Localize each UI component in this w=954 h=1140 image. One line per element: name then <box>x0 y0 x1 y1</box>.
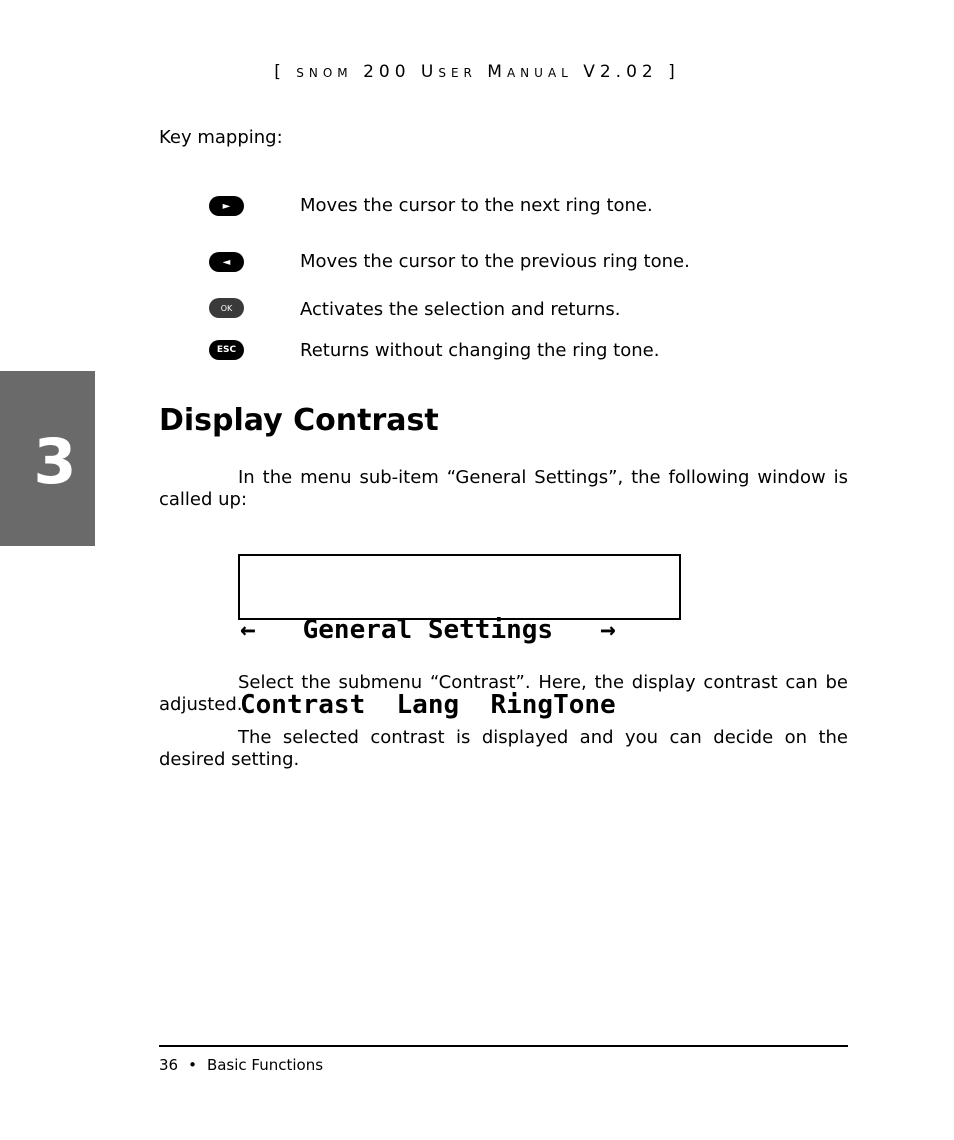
running-header: [ snom 200 User Manual V2.02 ] <box>274 62 680 82</box>
footer <box>159 1056 323 1074</box>
key-row-ok <box>0 298 954 328</box>
select-paragraph: Select the submenu “Contrast”. Here, the display contrast can be adjusted. <box>159 672 848 715</box>
key-description: Moves the cursor to the next ring tone. <box>300 195 653 216</box>
intro-paragraph: In the menu sub-item “General Settings”, the following window is called up: <box>159 467 848 510</box>
left-arrow-key-icon: ◄ <box>209 252 244 272</box>
lcd-line-2: Contrast Lang RingTone <box>240 690 616 720</box>
footer-bullet: • <box>188 1056 197 1074</box>
chapter-number: 3 <box>33 425 77 498</box>
footer-section-name: Basic Functions <box>206 1056 324 1074</box>
esc-key-icon: ESC <box>209 340 244 360</box>
key-description: Returns without changing the ring tone. <box>300 340 660 361</box>
selected-paragraph: The selected contrast is displayed and you can decide on the desired setting. <box>159 727 848 770</box>
key-mapping-heading: Key mapping: <box>159 127 283 148</box>
section-title: Display Contrast <box>159 403 439 438</box>
right-arrow-key-icon: ► <box>209 196 244 216</box>
footer-rule <box>159 1045 848 1047</box>
key-row-esc <box>0 339 954 369</box>
key-description: Activates the selection and returns. <box>300 299 621 320</box>
ok-key-icon: OK <box>209 298 244 318</box>
key-description: Moves the cursor to the previous ring tone. <box>300 251 690 272</box>
lcd-line-1: ← General Settings → <box>240 615 616 645</box>
key-row-right <box>0 195 954 225</box>
key-row-left <box>0 251 954 281</box>
page-number: 36 <box>159 1056 179 1074</box>
